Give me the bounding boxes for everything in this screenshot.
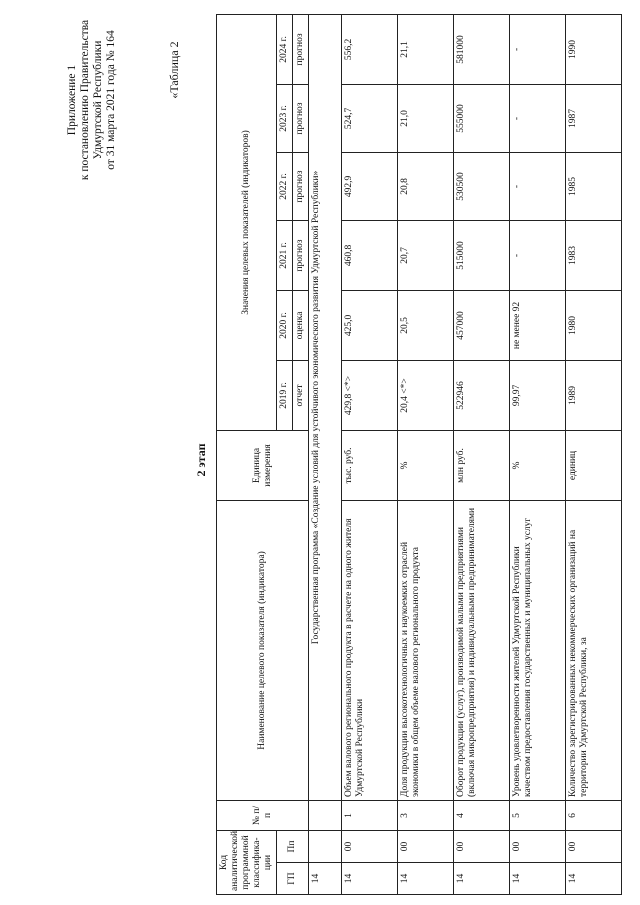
cell-value: 21,1 [398,14,454,84]
cell-value: 556,2 [342,14,398,84]
cell-num: 1 [342,800,398,830]
year-header: 2019 г. [277,360,293,430]
appendix-line: к постановлению Правительства [79,19,91,181]
cell-value: - [510,152,566,220]
cell-value: 1980 [565,290,621,360]
cell-value: 515000 [454,220,510,290]
col-header-name: Наименование целевого показателя (индикатора) [217,500,309,800]
cell-unit: тыс. руб. [342,430,398,500]
cell-num: 3 [398,800,454,830]
cell-pp: 00 [398,830,454,862]
program-title: Государственная программа «Создание условий для устойчивого экономического развития Удмуртской Республики» [309,14,342,800]
cell-pp: 00 [454,830,510,862]
cell-unit: % [398,430,454,500]
cell-value: 20,4 <*> [398,360,454,430]
col-header-num: № п/п [217,800,309,830]
cell-value: 457000 [454,290,510,360]
table-row [510,14,566,894]
cell-value: 429,8 <*> [342,360,398,430]
cell-pp: 00 [565,830,621,862]
cell-name: Количество зарегистрированных некоммерческих организаций на территории Удмуртской Республики, за [565,500,621,800]
cell-value: 522946 [454,360,510,430]
cell-value: 524,7 [342,84,398,152]
table-row [398,14,454,894]
program-row [309,14,342,894]
cell-gp: 14 [342,863,398,895]
cell-unit: % [510,430,566,500]
cell-value: 1989 [565,360,621,430]
cell-value: 99,97 [510,360,566,430]
appendix-date: от 31 марта 2021 года № 164 [105,30,117,170]
year-header: 2020 г. [277,290,293,360]
table-row [454,14,510,894]
appendix-line: Удмуртской Республики [92,40,104,160]
table-label: «Таблица 2 [167,41,181,99]
cell-name: Уровень удовлетворенности жителей Удмуртской Республики качеством предоставления государственных и муниципальных услуг [510,500,566,800]
cell-value: - [510,220,566,290]
cell-gp: 14 [398,863,454,895]
cell-pp: 00 [342,830,398,862]
stage-title: 2 этап [194,443,208,477]
cell-unit: единиц [565,430,621,500]
appendix-title: Приложение 1 [66,64,78,136]
program-empty [309,830,342,862]
year-header: 2022 г. [277,152,293,220]
cell-value: 581000 [454,14,510,84]
kind-header: прогноз [293,220,309,290]
kind-header: прогноз [293,152,309,220]
cell-name: Оборот продукции (услуг), производимой малыми предприятиями (включая микропредприятия) и индивидуальными предпринимателями [454,500,510,800]
cell-num: 6 [565,800,621,830]
cell-num: 5 [510,800,566,830]
cell-gp: 14 [454,863,510,895]
indicators-table [216,14,622,895]
cell-name: Объем валового регионального продукта в расчете на одного жителя Удмуртской Республики [342,500,398,800]
cell-value: 425,0 [342,290,398,360]
cell-value: - [510,84,566,152]
table-header-row [217,14,277,894]
year-header: 2023 г. [277,84,293,152]
year-header: 2024 г. [277,14,293,84]
cell-gp: 14 [510,863,566,895]
cell-value: 21,0 [398,84,454,152]
appendix-header [66,15,118,185]
cell-value: 555000 [454,84,510,152]
cell-value: 20,5 [398,290,454,360]
col-header-unit: Единица измерения [217,430,309,500]
cell-value: 492,9 [342,152,398,220]
cell-gp: 14 [565,863,621,895]
kind-header: прогноз [293,14,309,84]
col-header-values: Значения целевых показателей (индикаторов) [217,14,277,430]
cell-value: 1987 [565,84,621,152]
cell-value: 20,7 [398,220,454,290]
table-row [342,14,398,894]
cell-value: 460,8 [342,220,398,290]
cell-value: 1983 [565,220,621,290]
cell-value: 530500 [454,152,510,220]
table-row [565,14,621,894]
cell-value: 20,8 [398,152,454,220]
cell-value: - [510,14,566,84]
cell-pp: 00 [510,830,566,862]
cell-name: Доля продукции высокотехнологичных и наукоемких отраслей экономики в общем объеме валового регионального продукта [398,500,454,800]
program-gp: 14 [309,863,342,895]
cell-unit: млн руб. [454,430,510,500]
kind-header: отчет [293,360,309,430]
year-header: 2021 г. [277,220,293,290]
col-header-gp: ГП [277,863,309,895]
col-header-code: Код аналитической программной классифика-ции [217,830,277,894]
kind-header: прогноз [293,84,309,152]
kind-header: оценка [293,290,309,360]
program-empty [309,800,342,830]
cell-num: 4 [454,800,510,830]
cell-value: 1990 [565,14,621,84]
cell-value: 1985 [565,152,621,220]
col-header-pp: Пп [277,830,309,862]
cell-value: не менее 92 [510,290,566,360]
